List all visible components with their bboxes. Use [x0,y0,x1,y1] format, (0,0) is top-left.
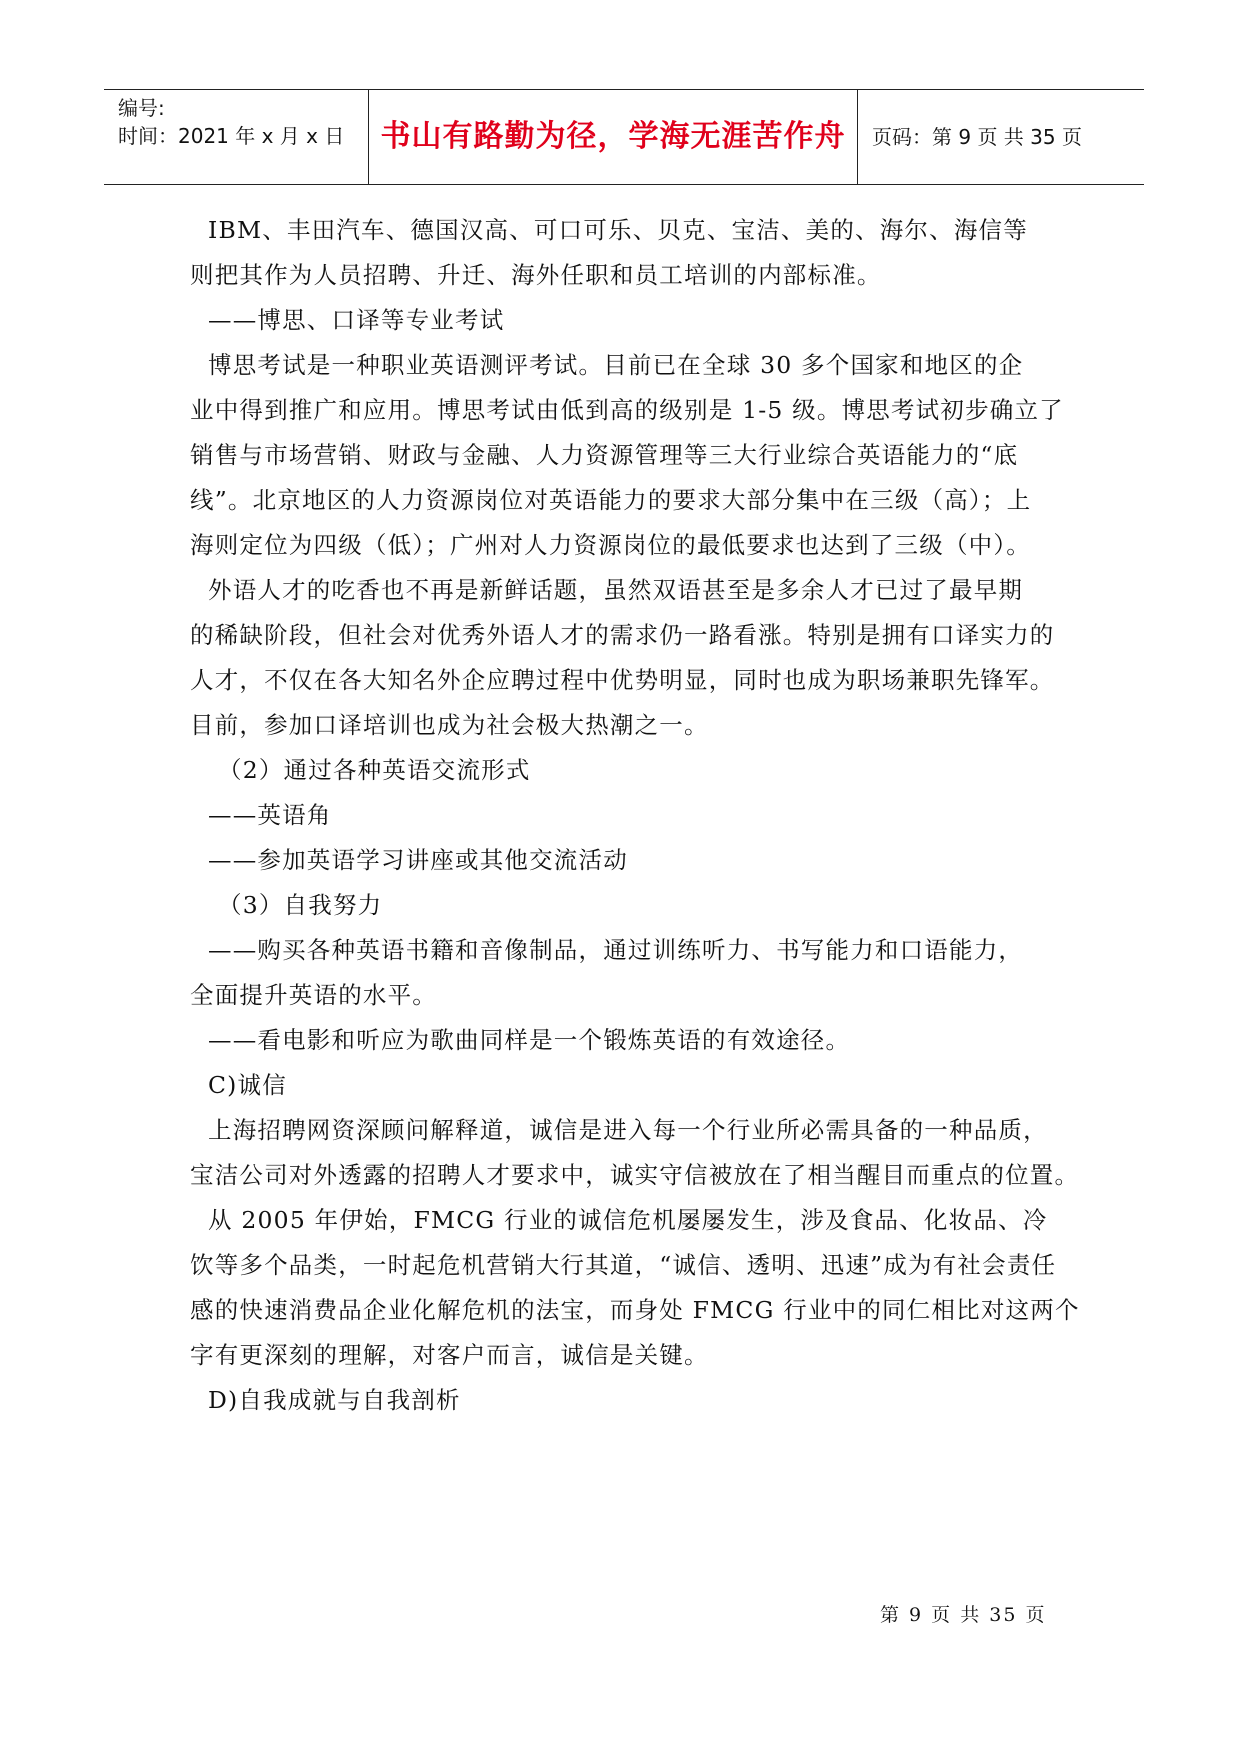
text-line: ——购买各种英语书籍和音像制品，通过训练听力、书写能力和口语能力， [208,936,1024,964]
document-number-label: 编号: [118,96,165,120]
header-page-label: 页码：第 9 页 共 35 页 [872,125,1082,149]
text-line: 从 2005 年伊始，FMCG 行业的诚信危机屡屡发生，涉及食品、化妆品、冷 [208,1206,1048,1234]
text-line: 感的快速消费品企业化解危机的法宝，而身处 FMCG 行业中的同仁相比对这两个 [190,1296,1080,1324]
text-line: 目前，参加口译培训也成为社会极大热潮之一。 [190,711,709,739]
text-line: 的稀缺阶段，但社会对优秀外语人才的需求仍一路看涨。特别是拥有口译实力的 [190,621,1055,649]
text-line: 上海招聘网资深顾问解释道，诚信是进入每一个行业所必需具备的一种品质， [208,1116,1048,1144]
text-line: 饮等多个品类，一时起危机营销大行其道，“诚信、透明、迅速”成为有社会责任 [190,1251,1057,1279]
text-line: 销售与市场营销、财政与金融、人力资源管理等三大行业综合英语能力的“底 [190,441,1019,469]
text-line: ——看电影和听应为歌曲同样是一个锻炼英语的有效途径。 [208,1026,851,1054]
text-line: 海则定位为四级（低）；广州对人力资源岗位的最低要求也达到了三级（中）。 [190,531,1031,559]
text-line: 外语人才的吃香也不再是新鲜话题，虽然双语甚至是多余人才已过了最早期 [208,576,1024,604]
text-line: 人才，不仅在各大知名外企应聘过程中优势明显，同时也成为职场兼职先锋军。 [190,666,1055,694]
page-header [104,89,1144,185]
text-line: ——英语角 [208,801,332,829]
text-line: 宝洁公司对外透露的招聘人才要求中，诚实守信被放在了相当醒目而重点的位置。 [190,1161,1080,1189]
text-line: 线”。北京地区的人力资源岗位对英语能力的要求大部分集中在三级（高）；上 [190,486,1032,514]
header-motto: 书山有路勤为径，学海无涯苦作舟 [369,90,858,184]
section-heading: D)自我成就与自我剖析 [208,1386,461,1414]
text-line: 字有更深刻的理解，对客户而言，诚信是关键。 [190,1341,709,1369]
text-line: IBM、丰田汽车、德国汉高、可口可乐、贝克、宝洁、美的、海尔、海信等 [208,216,1028,244]
section-heading: C)诚信 [208,1071,287,1099]
section-heading: （2）通过各种英语交流形式 [218,756,531,784]
page-footer: 第 9 页 共 35 页 [880,1604,1047,1626]
text-line: 博思考试是一种职业英语测评考试。目前已在全球 30 多个国家和地区的企 [208,351,1024,379]
text-line: 业中得到推广和应用。博思考试由低到高的级别是 1-5 级。博思考试初步确立了 [190,396,1064,424]
text-line: 则把其作为人员招聘、升迁、海外任职和员工培训的内部标准。 [190,261,882,289]
document-time-label: 时间：2021 年 x 月 x 日 [118,124,345,148]
header-meta [104,90,369,184]
text-line: 全面提升英语的水平。 [190,981,437,1009]
section-heading: （3）自我努力 [218,891,383,919]
text-line: ——参加英语学习讲座或其他交流活动 [208,846,628,874]
text-line: ——博思、口译等专业考试 [208,306,505,334]
